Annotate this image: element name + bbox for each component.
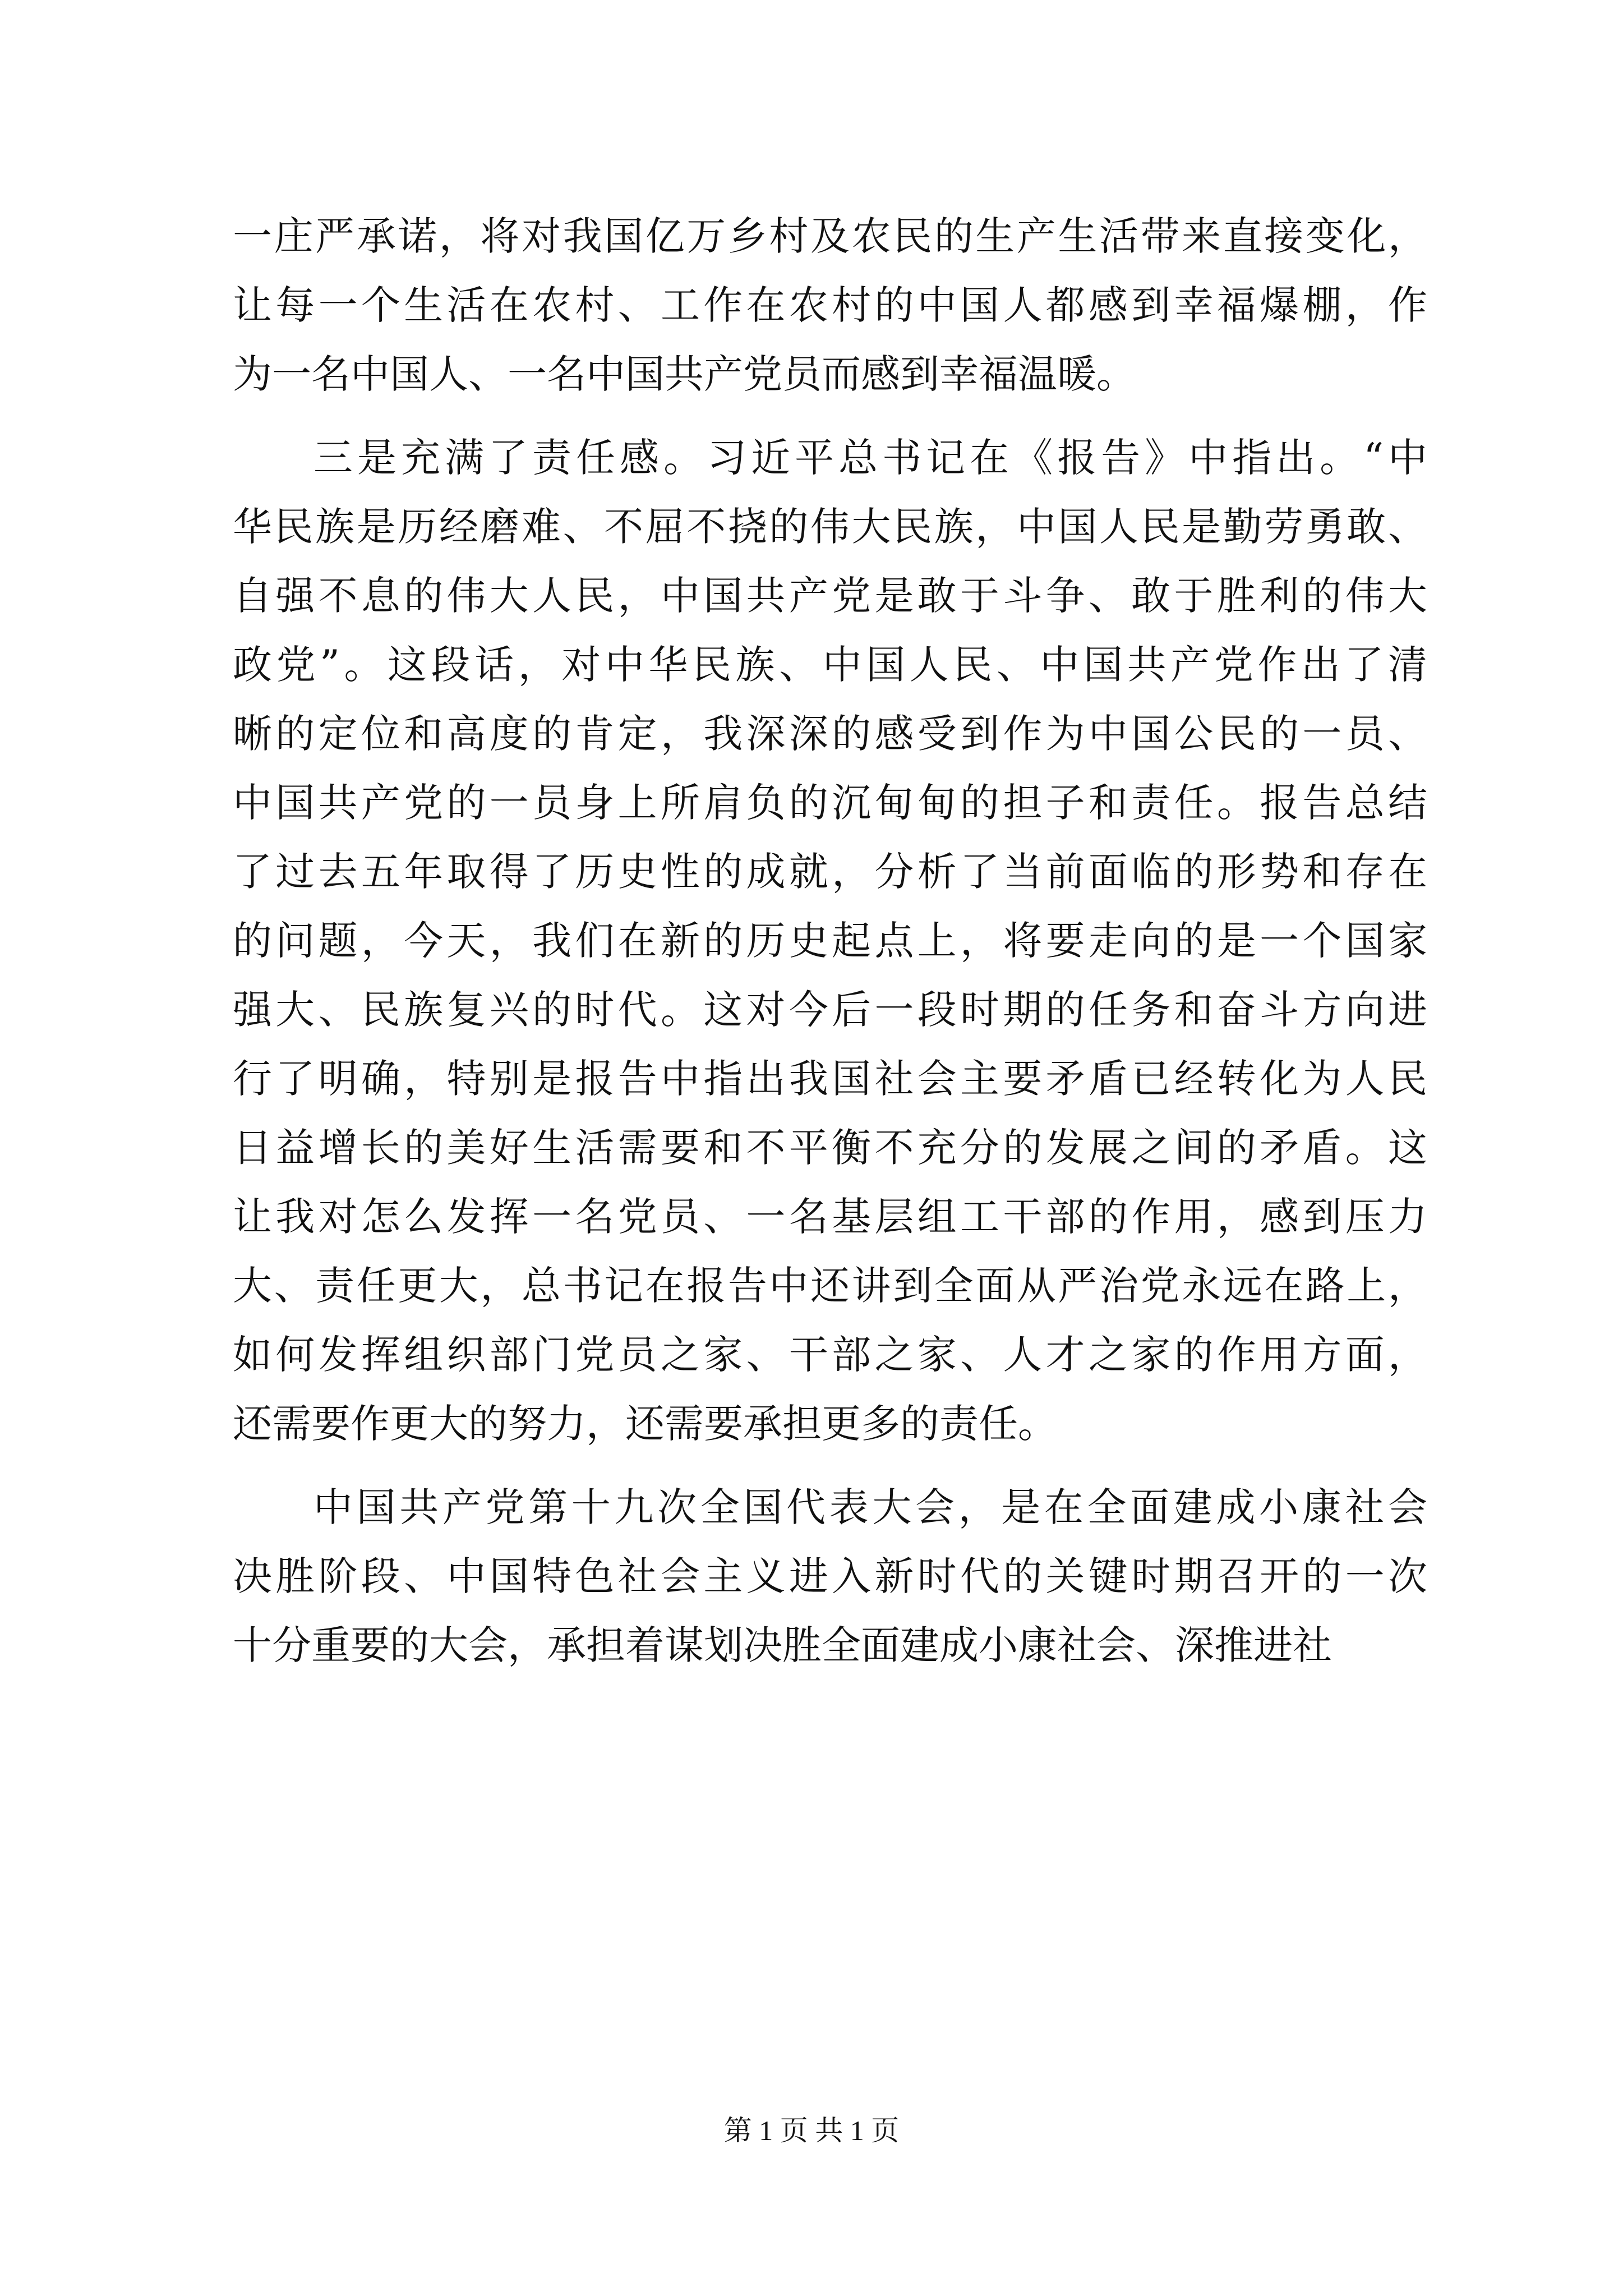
text-line: 中国共产党的一员身上所肩负的沉甸甸的担子和责任。报告总结 <box>233 780 1427 826</box>
text-line: 了过去五年取得了历史性的成就，分析了当前面临的形势和存在 <box>233 849 1427 895</box>
paragraph-gap <box>233 1458 1427 1473</box>
text-line: 中国共产党第十九次全国代表大会，是在全面建成小康社会 <box>313 1484 1427 1530</box>
text-line: 自强不息的伟大人民，中国共产党是敢于斗争、敢于胜利的伟大 <box>233 573 1427 619</box>
text-line: 为一名中国人、一名中国共产党员而感到幸福温暖。 <box>233 351 1136 397</box>
text-line: 的问题，今天，我们在新的历史起点上，将要走向的是一个国家 <box>233 918 1427 964</box>
text-line: 大、责任更大，总书记在报告中还讲到全面从严治党永远在路上， <box>233 1263 1427 1309</box>
document-body <box>233 202 1427 1680</box>
text-line: 如何发挥组织部门党员之家、干部之家、人才之家的作用方面， <box>233 1332 1427 1378</box>
text-line: 十分重要的大会，承担着谋划决胜全面建成小康社会、深推进社 <box>233 1622 1332 1668</box>
text-line: 强大、民族复兴的时代。这对今后一段时期的任务和奋斗方向进 <box>233 987 1427 1033</box>
paragraph <box>233 1473 1427 1680</box>
text-line: 让我对怎么发挥一名党员、一名基层组工干部的作用，感到压力 <box>233 1194 1427 1240</box>
paragraph <box>233 202 1427 409</box>
text-line: 行了明确，特别是报告中指出我国社会主要矛盾已经转化为人民 <box>233 1056 1427 1102</box>
text-line: 日益增长的美好生活需要和不平衡不充分的发展之间的矛盾。这 <box>233 1125 1427 1171</box>
text-line: 决胜阶段、中国特色社会主义进入新时代的关键时期召开的一次 <box>233 1553 1427 1599</box>
text-line: 一庄严承诺，将对我国亿万乡村及农民的生产生活带来直接变化， <box>233 213 1427 259</box>
text-line: 晰的定位和高度的肯定，我深深的感受到作为中国公民的一员、 <box>233 711 1427 757</box>
page-footer: 第 1 页 共 1 页 <box>723 2115 900 2146</box>
paragraph-gap <box>233 409 1427 424</box>
text-line: 还需要作更大的努力，还需要承担更多的责任。 <box>233 1401 1057 1447</box>
text-line: 三是充满了责任感。习近平总书记在《报告》中指出。“中 <box>313 435 1427 481</box>
text-line: 让每一个生活在农村、工作在农村的中国人都感到幸福爆棚，作 <box>233 282 1427 328</box>
paragraph <box>233 424 1427 1458</box>
text-line: 华民族是历经磨难、不屈不挠的伟大民族，中国人民是勤劳勇敢、 <box>233 504 1427 550</box>
text-line: 政党”。这段话，对中华民族、中国人民、中国共产党作出了清 <box>233 642 1427 688</box>
